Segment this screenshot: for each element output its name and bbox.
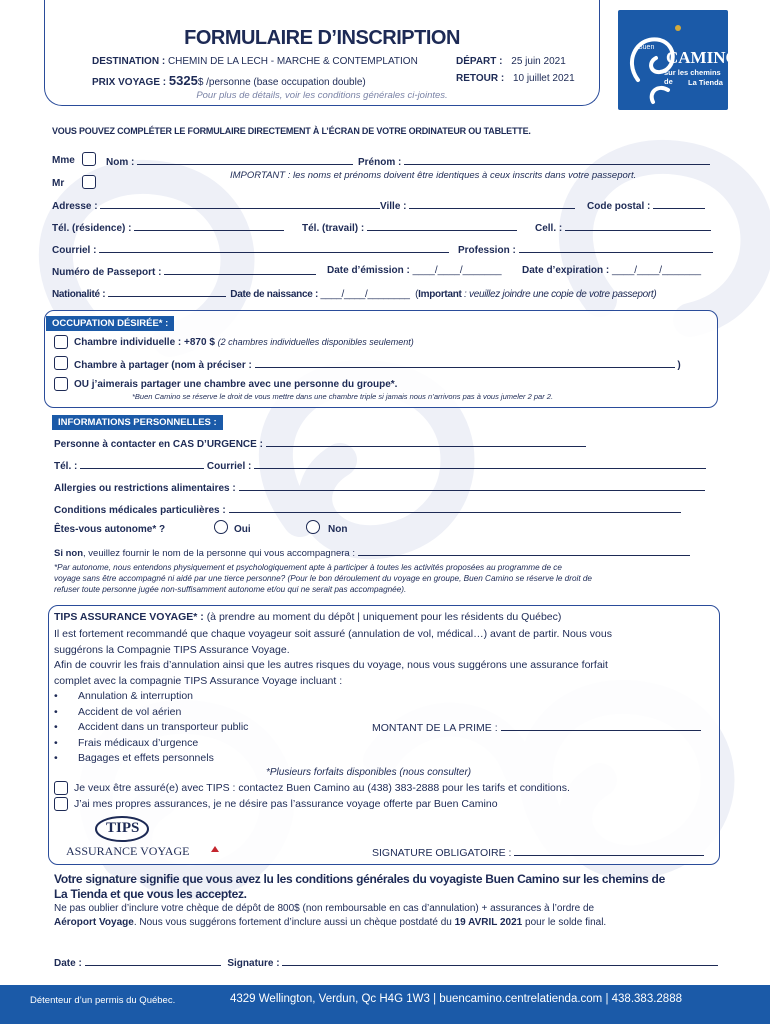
closing-heading-line1: Votre signature signifie que vous avez lu les conditions générales du voyagiste Buen Camino sur les chemins de bbox=[54, 872, 665, 886]
autonome-note-line2: voyage sans être accompagné ni aidé par une tierce personne? (Pour le bon déroulement du voyage en groupe, Buen Camino se réserve le droit de bbox=[54, 574, 592, 583]
insurance-bullet-3: • Accident dans un transporteur public bbox=[54, 721, 249, 733]
logo-line1: sur les chemins de bbox=[664, 68, 721, 86]
nom-input[interactable] bbox=[137, 155, 353, 165]
code-postal-row bbox=[587, 199, 705, 212]
profession-row bbox=[458, 243, 713, 256]
tips-logo-text: TIPS bbox=[106, 820, 140, 836]
autonome-label: Êtes-vous autonome* ? bbox=[54, 524, 166, 535]
insurance-bullet-1: • Annulation & interruption bbox=[54, 690, 193, 702]
courriel-row bbox=[52, 243, 449, 256]
occupation-group-checkbox[interactable] bbox=[54, 377, 68, 391]
ville-label: Ville : bbox=[380, 201, 407, 212]
price-label: PRIX VOYAGE : bbox=[92, 77, 167, 88]
names-important-note: IMPORTANT : les noms et prénoms doivent être identiques à ceux inscrits dans votre passeport. bbox=[230, 170, 637, 181]
tel-residence-label: Tél. (résidence) : bbox=[52, 223, 132, 234]
insurance-p2b: complet avec la compagnie TIPS Assurance Voyage incluant : bbox=[54, 674, 343, 687]
nom-label: Nom : bbox=[106, 157, 135, 168]
code-postal-input[interactable] bbox=[653, 199, 705, 209]
retour-line bbox=[456, 73, 575, 84]
insurance-p2: Afin de couvrir les frais d’annulation ainsi que les autres risques du voyage, nous vous suggérons une assurance forfait bbox=[54, 659, 608, 671]
courriel-input[interactable] bbox=[99, 243, 449, 253]
occupation-share-row bbox=[74, 358, 681, 371]
conditions-label: Conditions médicales particulières : bbox=[54, 505, 226, 516]
closing-date-label: Date : bbox=[54, 958, 82, 969]
allergies-row bbox=[54, 481, 705, 494]
insurance-heading bbox=[54, 611, 561, 623]
closing-signature-input[interactable] bbox=[282, 956, 718, 966]
occupation-share-checkbox[interactable] bbox=[54, 356, 68, 370]
tel-travail-input[interactable] bbox=[367, 221, 517, 231]
mr-checkbox[interactable] bbox=[82, 175, 96, 189]
insurance-signature-row bbox=[372, 846, 704, 859]
closing-signature-label: Signature : bbox=[227, 958, 280, 969]
mme-label: Mme bbox=[52, 155, 75, 166]
insurance-no-label: J’ai mes propres assurances, je ne désire pas l’assurance voyage offerte par Buen Camino bbox=[74, 798, 498, 810]
tel-residence-row bbox=[52, 221, 284, 234]
urgence-row bbox=[54, 437, 586, 450]
si-non-bold: Si non bbox=[54, 548, 84, 559]
ville-row bbox=[380, 199, 575, 212]
insurance-body bbox=[54, 627, 612, 767]
mr-label: Mr bbox=[52, 178, 65, 189]
passeport-label: Numéro de Passeport : bbox=[52, 267, 162, 278]
logo-buen: Buen bbox=[638, 44, 655, 51]
forfaits-note: *Plusieurs forfaits disponibles (nous consulter) bbox=[266, 767, 472, 778]
nom-row bbox=[106, 155, 353, 168]
tel-travail-row bbox=[302, 221, 517, 234]
date-expiration-label: Date d’expiration : bbox=[522, 265, 610, 276]
logo-camino: CAMINO bbox=[666, 48, 739, 67]
autonome-oui-radio[interactable] bbox=[214, 520, 228, 534]
autonome-note bbox=[54, 562, 592, 595]
prenom-label: Prénom : bbox=[358, 157, 402, 168]
footer-contact: 4329 Wellington, Verdun, Qc H4G 1W3 | buencamino.centrelatienda.com | 438.383.2888 bbox=[230, 993, 682, 1005]
occupation-share-close: ) bbox=[677, 360, 681, 371]
tel-residence-input[interactable] bbox=[134, 221, 284, 231]
details-note: Pour plus de détails, voir les conditions générales ci-jointes. bbox=[196, 90, 448, 101]
page-title: FORMULAIRE D’INSCRIPTION bbox=[184, 27, 460, 49]
date-expiration-input[interactable]: ____/____/_______ bbox=[612, 265, 702, 276]
occupation-footnote: *Buen Camino se réserve le droit de vous mettre dans une chambre triple si jamais nous n’arrivons pas à vous jumeler 2 par 2. bbox=[132, 392, 554, 401]
adresse-row bbox=[52, 199, 380, 212]
personal-label: INFORMATIONS PERSONNELLES : bbox=[52, 415, 223, 430]
conditions-input[interactable] bbox=[229, 503, 681, 513]
adresse-input[interactable] bbox=[100, 199, 380, 209]
profession-label: Profession : bbox=[458, 245, 516, 256]
cell-label: Cell. : bbox=[535, 223, 563, 234]
important-rest: : veuillez joindre une copie de votre passeport) bbox=[464, 289, 657, 300]
insurance-signature-input[interactable] bbox=[514, 846, 704, 856]
important-open: ( bbox=[415, 289, 419, 300]
depart-line bbox=[456, 56, 566, 67]
footer-permit: Détenteur d’un permis du Québec. bbox=[30, 995, 176, 1006]
adresse-label: Adresse : bbox=[52, 201, 98, 212]
insurance-signature-label: SIGNATURE OBLIGATOIRE : bbox=[372, 847, 512, 859]
cell-input[interactable] bbox=[565, 221, 711, 231]
prenom-input[interactable] bbox=[404, 155, 710, 165]
insurance-p1b: suggérons la Compagnie TIPS Assurance Voyage. bbox=[54, 643, 290, 656]
insurance-yes-checkbox[interactable] bbox=[54, 781, 68, 795]
retour-label: RETOUR : bbox=[456, 73, 505, 84]
price-value: 5325 bbox=[168, 73, 198, 88]
nationalite-label: Nationalité : bbox=[52, 289, 106, 300]
tips-logo-sub: ASSURANCE VOYAGE bbox=[66, 844, 190, 858]
ville-input[interactable] bbox=[409, 199, 575, 209]
buen-camino-logo bbox=[618, 10, 739, 110]
logo-line2: La Tienda bbox=[688, 78, 723, 87]
closing-heading-line2: La Tienda et que vous les acceptez. bbox=[54, 887, 247, 901]
si-non-rest: , veuillez fournir le nom de la personne qui vous accompagnera : bbox=[83, 548, 355, 559]
autonome-oui-label: Oui bbox=[234, 524, 251, 535]
occupation-single-note: (2 chambres individuelles disponibles seulement) bbox=[217, 337, 414, 347]
date-naissance-input[interactable]: ____/____/________ bbox=[320, 289, 410, 300]
allergies-label: Allergies ou restrictions alimentaires : bbox=[54, 483, 236, 494]
tel-travail-label: Tél. (travail) : bbox=[302, 223, 365, 234]
depart-label: DÉPART : bbox=[456, 56, 503, 67]
personal-tel-row bbox=[54, 459, 706, 472]
autonome-non-label: Non bbox=[328, 524, 348, 535]
personal-courriel-input[interactable] bbox=[254, 459, 706, 469]
insurance-p1: Il est fortement recommandé que chaque voyageur soit assuré (annulation de vol, médical…) avant de partir. Nous vous bbox=[54, 628, 612, 640]
occupation-single-label: Chambre individuelle : +870 $ bbox=[74, 337, 215, 348]
profession-input[interactable] bbox=[519, 243, 713, 253]
occupation-group-label: OU j’aimerais partager une chambre avec une personne du groupe*. bbox=[74, 379, 398, 390]
closing-p2: Aéroport Voyage. Nous vous suggérons fortement d’inclure aussi un chèque postdaté du 19 AVRIL 2021 pour le solde final. bbox=[54, 917, 607, 928]
price-line bbox=[92, 73, 366, 88]
insurance-no-checkbox[interactable] bbox=[54, 797, 68, 811]
passeport-input[interactable] bbox=[164, 265, 316, 275]
montant-label: MONTANT DE LA PRIME : bbox=[372, 722, 498, 734]
insurance-bullet-2: • Accident de vol aérien bbox=[54, 705, 182, 718]
nationalite-row bbox=[52, 287, 656, 300]
retour-value: 10 juillet 2021 bbox=[512, 73, 575, 84]
si-non-row bbox=[54, 546, 690, 559]
passeport-row bbox=[52, 265, 316, 278]
personal-tel-input[interactable] bbox=[80, 459, 204, 469]
destination-label: DESTINATION : bbox=[92, 56, 166, 67]
destination-line bbox=[92, 56, 418, 67]
date-emission-input[interactable]: ____/____/_______ bbox=[412, 265, 502, 276]
important-bold: Important bbox=[418, 289, 462, 300]
closing-heading bbox=[54, 872, 665, 902]
montant-row bbox=[372, 721, 701, 734]
insurance-bullet-4: • Frais médicaux d’urgence bbox=[54, 736, 199, 749]
urgence-label: Personne à contacter en CAS D’URGENCE : bbox=[54, 439, 263, 450]
occupation-share-label: Chambre à partager (nom à préciser : bbox=[74, 360, 252, 371]
insurance-label-rest: (à prendre au moment du dépôt | uniquement pour les résidents du Québec) bbox=[206, 611, 562, 623]
personal-tel-label: Tél. : bbox=[54, 461, 78, 472]
price-suffix: $ /personne (base occupation double) bbox=[197, 77, 366, 88]
date-naissance-label: Date de naissance : bbox=[230, 289, 318, 300]
closing-p1: Ne pas oublier d’inclure votre chèque de dépôt de 800$ (non remboursable en cas d’annulation) + assurances à l’ordre de bbox=[54, 903, 595, 914]
tips-logo bbox=[66, 814, 226, 860]
intro-text: VOUS POUVEZ COMPLÉTER LE FORMULAIRE DIRECTEMENT À L’ÉCRAN DE VOTRE ORDINATEUR OU TABLETTE. bbox=[52, 126, 531, 136]
occupation-label: OCCUPATION DÉSIRÉE* : bbox=[46, 316, 174, 331]
autonome-non-radio[interactable] bbox=[306, 520, 320, 534]
insurance-yes-label: Je veux être assuré(e) avec TIPS : contactez Buen Camino au (438) 383-2888 pour les tarifs et conditions. bbox=[74, 782, 570, 794]
prenom-row bbox=[358, 155, 710, 168]
depart-value: 25 juin 2021 bbox=[511, 56, 566, 67]
date-emission-row bbox=[327, 265, 502, 276]
autonome-note-line3: refuser toute personne jugée non-suffisamment autonome et/ou qui ne serait pas accompagnée). bbox=[54, 585, 407, 594]
closing-date-row bbox=[54, 956, 718, 969]
date-expiration-row bbox=[522, 265, 701, 276]
closing-date-input[interactable] bbox=[85, 956, 221, 966]
code-postal-label: Code postal : bbox=[587, 201, 651, 212]
occupation-share-input[interactable] bbox=[255, 358, 675, 368]
occupation-single-checkbox[interactable] bbox=[54, 335, 68, 349]
mme-checkbox[interactable] bbox=[82, 152, 96, 166]
destination-value: CHEMIN DE LA LECH - MARCHE & CONTEMPLATION bbox=[167, 56, 418, 67]
date-emission-label: Date d’émission : bbox=[327, 265, 410, 276]
closing-body bbox=[54, 902, 606, 930]
cell-row bbox=[535, 221, 711, 234]
allergies-input[interactable] bbox=[239, 481, 705, 491]
montant-input[interactable] bbox=[501, 721, 701, 731]
urgence-input[interactable] bbox=[266, 437, 586, 447]
nationalite-input[interactable] bbox=[108, 287, 226, 297]
autonome-note-line1: *Par autonome, nous entendons physiquement et psychologiquement apte à participer à toutes les activités proposées au programme de ce bbox=[54, 563, 562, 572]
conditions-row bbox=[54, 503, 681, 516]
insurance-label: TIPS ASSURANCE VOYAGE* : bbox=[54, 611, 204, 623]
occupation-single-row bbox=[74, 337, 414, 348]
courriel-label: Courriel : bbox=[52, 245, 97, 256]
insurance-bullet-5: • Bagages et effets personnels bbox=[54, 752, 214, 764]
personal-courriel-label: Courriel : bbox=[206, 461, 252, 472]
accompagnateur-input[interactable] bbox=[358, 546, 690, 556]
